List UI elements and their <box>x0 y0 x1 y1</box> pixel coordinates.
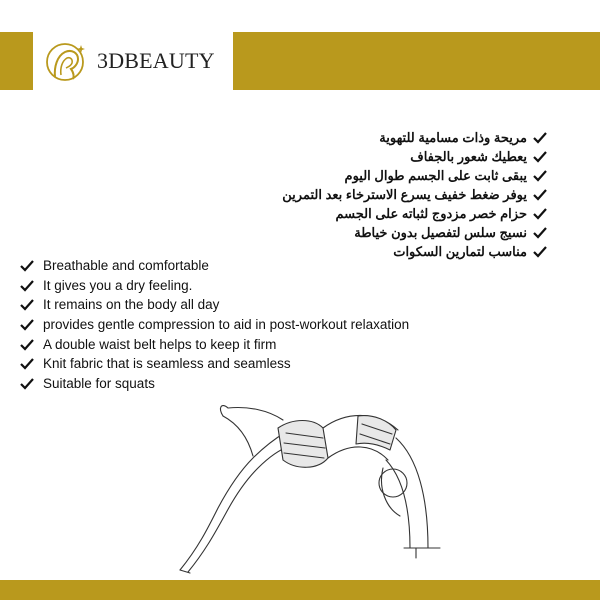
english-feature-text: Knit fabric that is seamless and seamless <box>43 356 291 372</box>
arabic-feature-list <box>282 128 548 261</box>
english-feature-item <box>19 374 489 394</box>
check-icon <box>19 357 35 371</box>
check-icon <box>532 207 548 221</box>
arabic-feature-text: يعطيك شعور بالجفاف <box>410 149 527 164</box>
english-feature-item <box>19 335 489 355</box>
arabic-feature-text: مناسب لتمارين السكوات <box>393 244 527 259</box>
check-icon <box>19 318 35 332</box>
yoga-pose-illustration <box>178 398 448 578</box>
english-feature-text: Suitable for squats <box>43 376 155 392</box>
english-feature-item <box>19 295 489 315</box>
english-feature-item <box>19 256 489 276</box>
woman-profile-sparkle-icon <box>43 37 91 85</box>
english-feature-item <box>19 315 489 335</box>
arabic-feature-text: حزام خصر مزدوج لثباته على الجسم <box>335 206 527 221</box>
english-feature-text: Breathable and comfortable <box>43 258 209 273</box>
arabic-feature-text: يبقى ثابت على الجسم طوال اليوم <box>344 168 527 183</box>
arabic-feature-text: نسيج سلس لتفصيل بدون خياطة <box>354 225 527 240</box>
check-icon <box>532 245 548 259</box>
check-icon <box>532 188 548 202</box>
check-icon <box>532 131 548 145</box>
footer-band <box>0 580 600 600</box>
brand-logo <box>33 32 233 90</box>
arabic-feature-item <box>300 166 548 185</box>
english-feature-list <box>19 256 489 394</box>
check-icon <box>532 150 548 164</box>
english-feature-text: A double waist belt helps to keep it firm <box>43 336 277 352</box>
check-icon <box>19 259 35 273</box>
check-icon <box>532 226 548 240</box>
check-icon <box>19 298 35 312</box>
english-feature-item <box>19 276 489 296</box>
arabic-feature-item <box>300 147 548 166</box>
check-icon <box>19 377 35 391</box>
arabic-feature-text: مريحة وذات مسامية للتهوية <box>379 130 527 145</box>
english-feature-text: It remains on the body all day <box>43 297 220 313</box>
arabic-feature-item <box>282 185 548 204</box>
english-feature-text: provides gentle compression to aid in post-workout relaxation <box>43 317 410 333</box>
arabic-feature-text: يوفر ضغط خفيف يسرع الاسترخاء بعد التمرين <box>282 187 527 202</box>
check-icon <box>19 338 35 352</box>
brand-name: 3DBEAUTY <box>97 48 215 73</box>
arabic-feature-item <box>300 204 548 223</box>
english-feature-item <box>19 354 489 374</box>
check-icon <box>19 279 35 293</box>
check-icon <box>532 169 548 183</box>
english-feature-text: It gives you a dry feeling. <box>43 277 193 293</box>
arabic-feature-item <box>300 223 548 242</box>
arabic-feature-item <box>300 128 548 147</box>
